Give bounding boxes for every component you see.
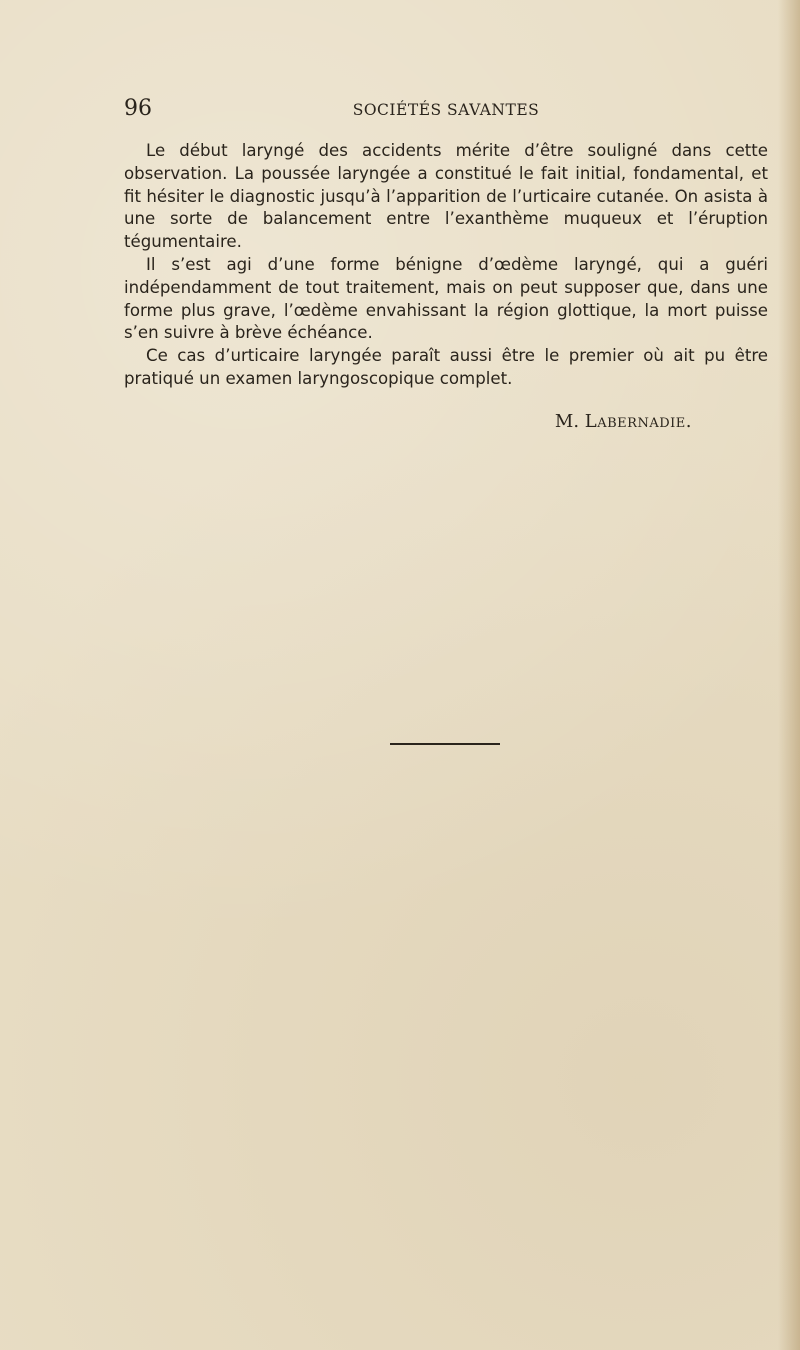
signature-initial: M. (554, 411, 580, 432)
paragraph-1: Le début laryngé des accidents mérite d’être souligné dans cette observation. La poussée laryngée a constitué le fait initial, fondamental, et fit hésiter le diagnostic jusqu’à l’apparition de l’urticaire cutanée. On asista à une sorte de balancement entre l’exanthème muqueux et l’éruption tégumentaire. (124, 141, 768, 252)
page-header (124, 94, 768, 124)
signature-name: Labernadie. (584, 411, 692, 432)
paragraph-2: Il s’est agi d’une forme bénigne d’œdème laryngé, qui a guéri indépendamment de tout traitement, mais on peut supposer que, dans une forme plus grave, l’œdème envahissant la région glottique, la mort puisse s’en suivre à brève échéance. (124, 254, 768, 343)
page-edge-shadow (778, 0, 800, 1350)
section-divider (390, 743, 500, 745)
paragraph-3: Ce cas d’urticaire laryngée paraît aussi être le premier où ait pu être pratiqué un examen laryngoscopique complet. (124, 346, 768, 388)
author-signature (124, 409, 692, 435)
article-body (124, 140, 768, 391)
page-number: 96 (124, 96, 152, 121)
running-head: SOCIÉTÉS SAVANTES (352, 101, 540, 119)
